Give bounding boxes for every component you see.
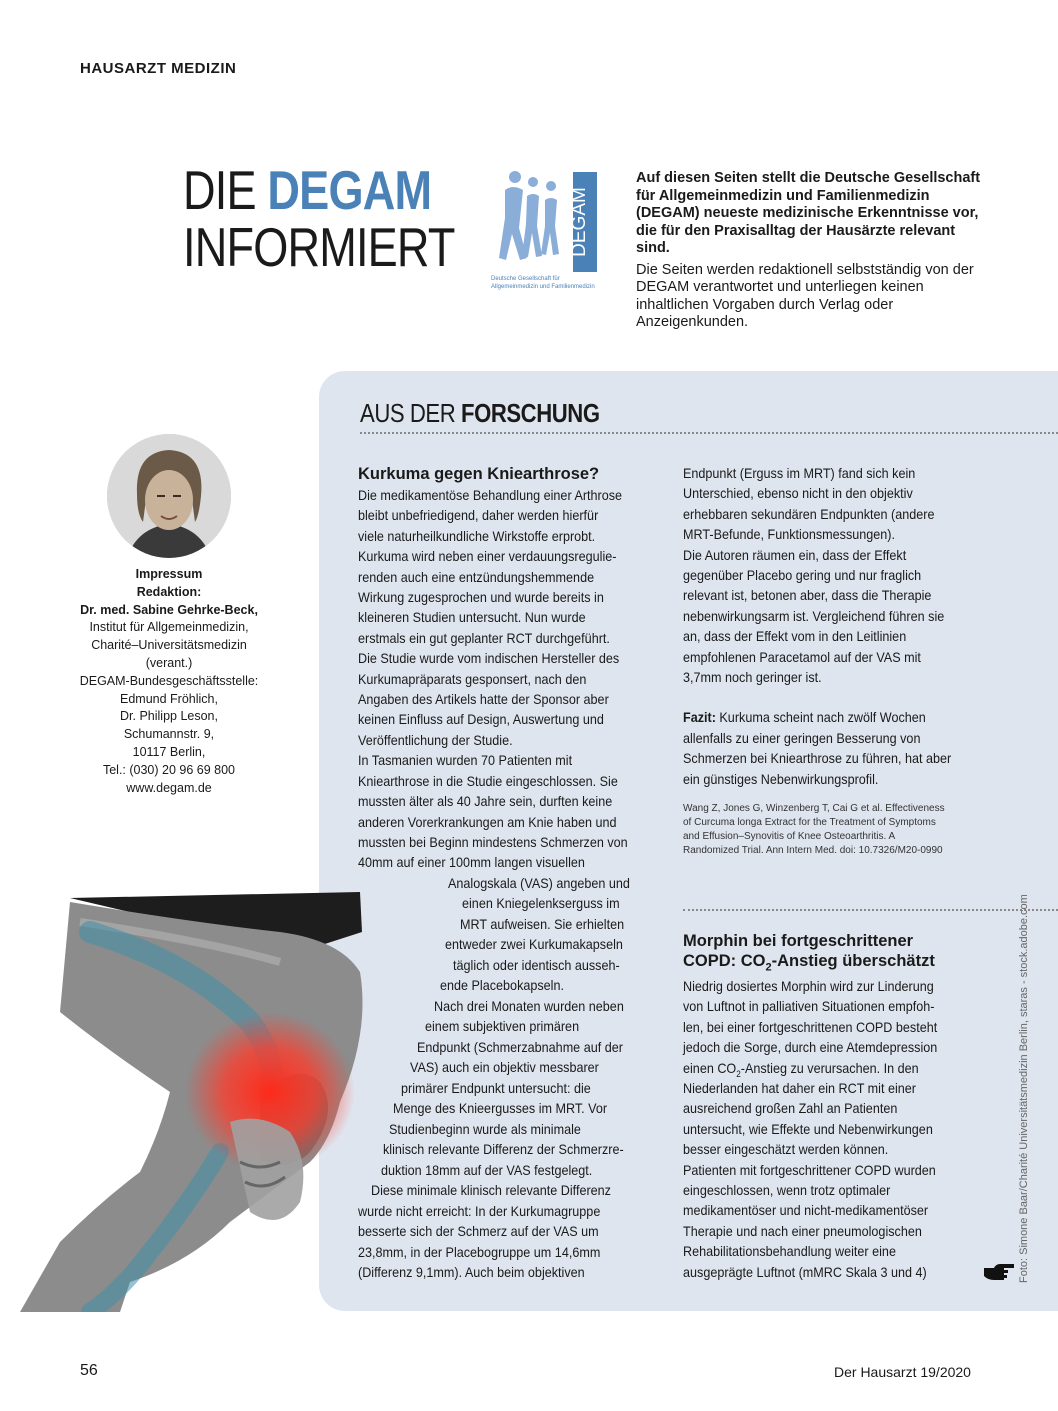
imprint-redaktion: Redaktion: — [136, 584, 202, 599]
subscript: 2 — [765, 961, 772, 974]
text-line: Die medikamentöse Behandlung einer Arthrose — [358, 487, 623, 503]
text-line: Wirkung zugesprochen und wurde bereits in — [358, 589, 604, 606]
text-line: anderen Vorerkrankungen am Knie haben und — [358, 813, 617, 830]
text-line: jedoch die Sorge, durch eine Atemdepression — [683, 1039, 938, 1056]
text-line: bleibt unbefriedigend, daher werden hierfür — [358, 507, 599, 524]
text-line: MRT-Befunde, Funktionsmessungen). — [683, 526, 895, 543]
imprint-line: Schumannstr. 9, — [123, 727, 215, 742]
text-line: Endpunkt (Erguss im MRT) fand sich kein — [683, 465, 916, 481]
article-title — [683, 931, 935, 977]
photo-credit — [1012, 838, 1032, 1283]
text-line: Endpunkt (Schmerzabnahme auf der — [417, 1039, 623, 1055]
intro-text — [636, 170, 981, 332]
text-line: In Tasmanien wurden 70 Patienten mit — [358, 752, 573, 769]
text-line: ein günstiges Nebenwirkungsprofil. — [683, 770, 879, 787]
text-line: ausgeprägte Luftnot (mMRC Skala 3 und 4) — [683, 1263, 927, 1280]
imprint-line: Tel.: (030) 20 96 69 800 — [102, 762, 236, 777]
article-body-col2 — [683, 463, 971, 789]
text-line: täglich oder identisch ausseh- — [453, 957, 620, 973]
forschung-heading — [360, 398, 600, 429]
text-line: erhebbaren sekundären Endpunkten (andere — [683, 505, 935, 522]
text-line: Die Autoren räumen ein, dass der Effekt — [683, 546, 907, 563]
text-line: mussten älter als 40 Jahre sein, durften keine — [358, 793, 613, 810]
text-line: renden auch eine entzündungshemmende — [358, 568, 595, 585]
avatar — [107, 434, 231, 558]
text-line: 40mm auf einer 100mm langen visuellen — [358, 854, 585, 871]
text-line: nebenwirkungsarm ist. Vergleichend führen sie — [683, 607, 945, 624]
logo-word: DEGAM — [569, 187, 590, 257]
imprint-line: 10117 Berlin, — [132, 744, 206, 759]
imprint-line: Dr. Philipp Leson, — [120, 709, 218, 724]
text-line: primärer Endpunkt untersucht: die — [401, 1080, 591, 1096]
text-line: viele naturheilkundliche Wirkstoffe erprobt. — [358, 527, 596, 544]
intro-lead: Auf diesen Seiten stellt die Deutsche Gesellschaft für Allgemeinmedizin und Familienmedizin (DEGAM) neueste medizinische Erkenntnisse vor, die für den Praxisalltag der Hausärzte relevant sind. — [636, 170, 981, 256]
text-line: Kurkumapräparats gesponsert, nach den — [358, 670, 587, 687]
title-accent: DEGAM — [267, 159, 432, 221]
article-body — [358, 485, 642, 873]
text-line: Niedrig dosiertes Morphin wird zur Linderung — [683, 978, 934, 994]
reference-line: of Curcuma longa Extract for the Treatment of Symptoms — [683, 817, 936, 828]
title-line: Morphin bei fortgeschrittener — [683, 932, 914, 950]
text-line: Rehabilitationsbehandlung weiter eine — [683, 1243, 896, 1260]
text-line: entweder zwei Kurkumakapseln — [445, 936, 623, 952]
text-line: Veröffentlichung der Studie. — [358, 731, 513, 748]
intro-sub: Die Seiten werden redaktionell selbstständig von der DEGAM verantwortet und unterliegen keinen inhaltlichen Vorgaben durch Verlag oder Anzeigenkunden. — [636, 261, 974, 330]
text-line: erstmals ein gut geplanter RCT durchgeführt. — [358, 629, 610, 646]
imprint-line: Institut für Allgemeinmedizin, — [89, 620, 249, 635]
text-line: len, bei einer fortgeschrittenen COPD besteht — [683, 1018, 938, 1035]
title-part: DIE — [183, 159, 268, 221]
text-line: eingeschlossen, wenn trotz optimaler — [683, 1182, 891, 1199]
text-line: Patienten mit fortgeschrittener COPD wurden — [683, 1161, 936, 1178]
imprint-title: Impressum — [135, 567, 203, 581]
reference-line: Randomized Trial. Ann Intern Med. doi: 10.7326/M20-0990 — [683, 845, 943, 856]
imprint-line: DEGAM-Bundesgeschäftsstelle: — [79, 673, 259, 688]
text-line: keinen Einfluss auf Design, Auswertung und — [358, 711, 604, 728]
text-line: klinisch relevante Differenz der Schmerzre- — [383, 1141, 624, 1157]
text-line: wurde nicht erreicht: In der Kurkumagruppe — [358, 1203, 601, 1219]
text-line: einen Kniegelenkserguss im — [462, 895, 620, 911]
text-line: Menge des Knieergusses im MRT. Vor — [393, 1100, 608, 1116]
text-line: von Luftnot in palliativen Situationen empfoh- — [683, 998, 935, 1015]
text-line: Die Studie wurde vom indischen Hersteller des — [358, 650, 620, 667]
degam-logo — [489, 168, 599, 293]
text-part: einen CO — [683, 1059, 737, 1076]
text-line: allenfalls zu einer geringen Besserung von — [683, 729, 921, 746]
fazit-label: Fazit: — [683, 709, 716, 726]
text-line: VAS) auch ein objektiv messbarer — [410, 1059, 599, 1075]
text-part: -Anstieg zu verursachen. In den — [740, 1059, 919, 1076]
subscript: 2 — [736, 1068, 741, 1079]
impressum — [60, 566, 278, 797]
text-line: Diese minimale klinisch relevante Differenz — [371, 1182, 611, 1198]
reference-line: Wang Z, Jones G, Winzenberg T, Cai G et al. Effectiveness — [683, 803, 945, 814]
text-line: einem subjektiven primären — [425, 1018, 580, 1034]
text-line: Angaben des Artikels hatte der Sponsor aber — [358, 691, 609, 708]
title-part: COPD: CO — [683, 952, 766, 970]
text-line: MRT aufweisen. Sie erhielten — [460, 916, 625, 932]
text-line: duktion 18mm auf der VAS festgelegt. — [381, 1162, 593, 1178]
text-line: Nach drei Monaten wurden neben — [434, 998, 624, 1014]
page-title — [183, 159, 455, 278]
imprint-line: Charité–Universitätsmedizin — [91, 638, 247, 653]
text-line: Analogskala (VAS) angeben und — [448, 875, 630, 891]
text-line: Therapie und nach einer pneumologischen — [683, 1222, 922, 1239]
photo-credit-text: Foto: Simone Baar/Charité Universitätsmedizin Berlin, staras - stock.adobe.com — [1018, 894, 1030, 1283]
text-line: untersucht, wie Effekte und Nebenwirkungen — [683, 1120, 933, 1137]
text-line: empfohlenen Paracetamol auf der VAS mit — [683, 648, 921, 665]
imprint-name: Dr. med. Sabine Gehrke-Beck, — [80, 602, 258, 617]
text-line: (Differenz 9,1mm). Auch beim objektiven — [358, 1264, 585, 1280]
text-line: kleineren Studien untersucht. Nun wurde — [358, 609, 586, 626]
title-line2: INFORMIERT — [183, 216, 455, 278]
text-line: besserte sich der Schmerz auf der VAS um — [358, 1223, 599, 1239]
logo-caption-2: Allgemeinmedizin und Familienmedizin — [491, 284, 595, 290]
text-line: Niederlanden hat daher ein RCT mit einer — [683, 1080, 917, 1097]
divider — [683, 909, 1058, 911]
website-link[interactable]: www.degam.de — [126, 780, 212, 795]
text-line: Kurkuma wird neben einer verdauungsregulie- — [358, 548, 617, 565]
text-line: besser eingeschätzt werden können. — [683, 1141, 889, 1158]
text-line: Schmerzen bei Kniearthrose zu führen, hat aber — [683, 750, 952, 767]
text-line: mussten bei Beginn mindestens Schmerzen von — [358, 833, 628, 850]
text-line: Studienbeginn wurde als minimale — [389, 1121, 581, 1137]
magazine-issue: Der Hausarzt 19/2020 — [834, 1364, 971, 1380]
imprint-line: Edmund Fröhlich, — [120, 691, 218, 706]
heading-light: AUS DER — [360, 398, 461, 428]
page-number: 56 — [80, 1362, 98, 1379]
text-line: ende Placebokapseln. — [440, 977, 565, 993]
text-line: an, dass der Effekt vom in den Leitlinien — [683, 628, 907, 645]
reference — [683, 802, 993, 858]
text-line: Unterschied, ebenso nicht in den objektiv — [683, 485, 913, 502]
text-line: 23,8mm, in der Placebogruppe um 14,6mm — [358, 1244, 601, 1260]
pointing-hand-icon — [982, 1262, 1016, 1282]
heading-bold: FORSCHUNG — [460, 398, 600, 428]
text-line: ausreichend großen Zahl an Patienten — [683, 1100, 898, 1117]
knee-pain-illustration — [0, 862, 370, 1312]
text-line: medikamentöser und nicht-medikamentöser — [683, 1202, 929, 1219]
logo-caption-1: Deutsche Gesellschaft für — [491, 276, 560, 282]
text-line: relevant ist, betonen aber, dass die Therapie — [683, 587, 932, 604]
reference-line: and Effusion–Synovitis of Knee Osteoarthritis. A — [683, 831, 896, 842]
text-line: 3,7mm noch geringer ist. — [683, 669, 822, 686]
section-label: HAUSARZT MEDIZIN — [80, 60, 237, 77]
title-part: -Anstieg überschätzt — [771, 952, 935, 970]
imprint-line: (verant.) — [145, 655, 193, 670]
text-line: gegenüber Placebo gering und nur fraglich — [683, 567, 922, 584]
divider — [360, 432, 1058, 434]
article-body — [683, 976, 971, 1282]
article-title: Kurkuma gegen Kniearthrose? — [358, 465, 600, 483]
text-line: Kniearthrose in die Studie eingeschlossen. Sie — [358, 772, 618, 789]
text-line: Kurkuma scheint nach zwölf Wochen — [715, 709, 926, 726]
